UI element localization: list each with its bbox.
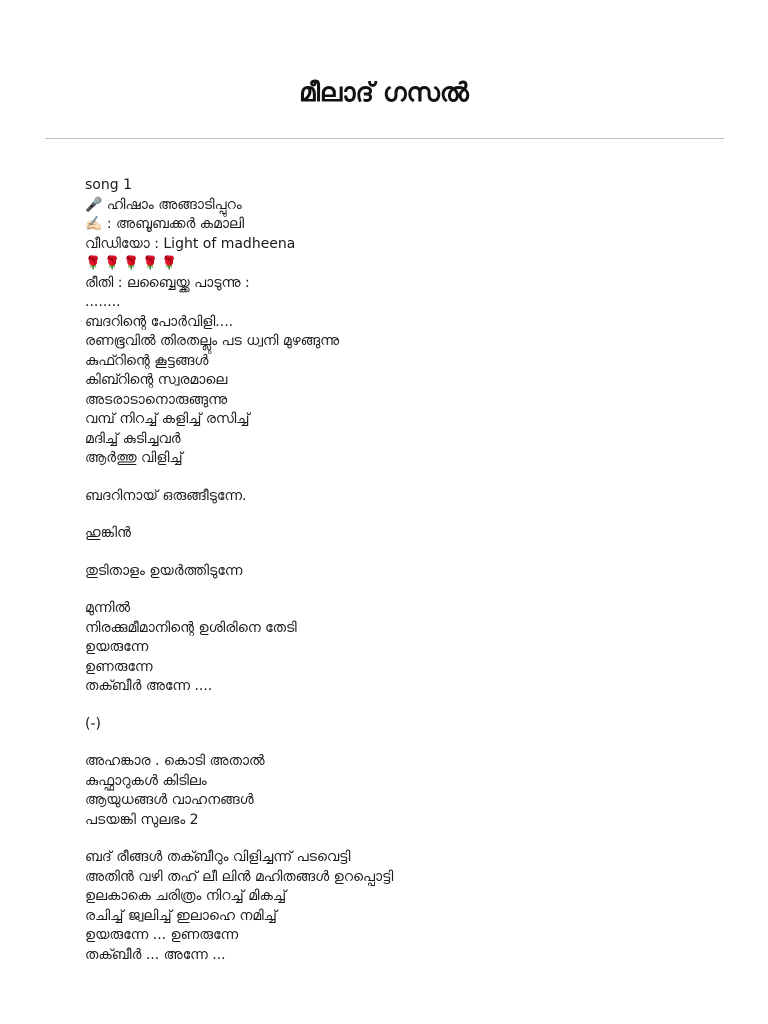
- writer-line: [85, 215, 725, 235]
- lyric-line: ആർത്തു വിളിച്ച്: [85, 450, 183, 466]
- lyric-line: ഹുങ്കിൻ: [85, 525, 131, 541]
- lyric-line: ആയുധങ്ങൾ വാഹനങ്ങൾ: [85, 792, 254, 808]
- lyric-line: കിബ്റിന്റെ സ്വരമാലെ: [85, 372, 228, 388]
- title-divider: [45, 138, 724, 139]
- rose-icon: 🌹: [142, 256, 159, 271]
- stanza-gap: [85, 830, 725, 848]
- lyric-line: രണഭൂവിൽ തിരതല്ലും പട ധ്വനി മുഴങ്ങുന്നു: [85, 333, 340, 349]
- lyric-line: തുടിതാളം ഉയർത്തിടുന്നേ: [85, 562, 243, 579]
- rose-icon: 🌹: [123, 256, 140, 271]
- lyric-line: അതിൻ വഴി തഹ് ലീ ലിൻ മഹിതങ്ങൾ ഉറപ്പൊട്ടി: [85, 868, 394, 885]
- rose-icon: 🌹: [104, 256, 121, 271]
- song-number: song 1: [85, 177, 132, 193]
- rose-icon: 🌹: [161, 256, 178, 271]
- song-content: [85, 176, 725, 965]
- stanza-gap: [85, 469, 725, 487]
- lyric-line: തക്ബീർ ... അന്നേ ...: [85, 946, 226, 963]
- lyric-line: തക്ബീർ അന്നേ ....: [85, 678, 213, 694]
- lyric-line: മദിച്ച് കുടിച്ചവർ: [85, 430, 181, 447]
- stanza-gap: [85, 697, 725, 715]
- lyric-line: അടരാടാനൊരുങ്ങുന്നു: [85, 391, 228, 408]
- lyric-line: ബദ് രീങ്ങൾ തക്ബീറും വിളിച്ചന്ന് പടവെട്ടി: [85, 849, 351, 865]
- page-title: മീലാദ് ഗസൽ: [299, 78, 469, 108]
- rose-icon: 🌹: [85, 256, 102, 271]
- stanza-gap: [85, 581, 725, 599]
- tune-line: രീതി : ലബ്ബൈയ്ക്ക പാടുന്നു :: [85, 274, 250, 291]
- lyric-line: ഉയരുന്നേ: [85, 639, 149, 655]
- singer-name: ഹിഷാം അങ്ങാടിപ്പുറം: [106, 196, 242, 213]
- rose-row: [85, 254, 725, 274]
- video-line: വീഡിയോ : Light of madheena: [85, 235, 296, 252]
- dots-line: ........: [85, 294, 121, 310]
- microphone-icon: 🎤: [85, 196, 103, 213]
- lyric-line: രചിച്ച് ജ്വലിച്ച് ഇലാഹെ നമിച്ച്: [85, 907, 277, 924]
- lyric-line: ബദറിന്റെ പോർവിളി....: [85, 313, 234, 330]
- lyric-line: ബദറിനായ് ഒരുങ്ങീടുന്നേ.: [85, 487, 247, 504]
- singer-line: [85, 196, 725, 216]
- lyric-line: അഹങ്കാര . കൊടി അതാൽ: [85, 753, 265, 769]
- lyric-line: മുന്നിൽ: [85, 600, 131, 616]
- stanza-gap: [85, 544, 725, 562]
- section-separator: (-): [85, 715, 101, 732]
- lyric-line: വമ്പ് നിറച്ച് കളിച്ച് രസിച്ച്: [85, 411, 250, 427]
- lyric-line: കുഫ്ഫാറുകൾ കിടിലം: [85, 772, 207, 789]
- lyric-line: ഉലകാകെ ചരിത്രം നിറച്ച് മികച്ച്: [85, 888, 287, 904]
- stanza-gap: [85, 734, 725, 752]
- lyric-line: ഉയരുന്നേ ... ഉണരുന്നേ: [85, 927, 239, 943]
- writing-hand-icon: ✍🏻: [85, 216, 103, 232]
- stanza-gap: [85, 506, 725, 524]
- lyric-line: ഉണരുന്നേ: [85, 658, 153, 675]
- lyric-line: പടയങ്കി സുലഭം 2: [85, 811, 199, 828]
- lyric-line: നിരക്കുമീമാനിന്റെ ഉശിരിനെ തേടി: [85, 619, 297, 636]
- writer-name: : അബൂബക്കർ കമാലി: [106, 216, 244, 232]
- lyric-line: കുഫ്റിന്റെ കൂട്ടങ്ങൾ: [85, 352, 209, 369]
